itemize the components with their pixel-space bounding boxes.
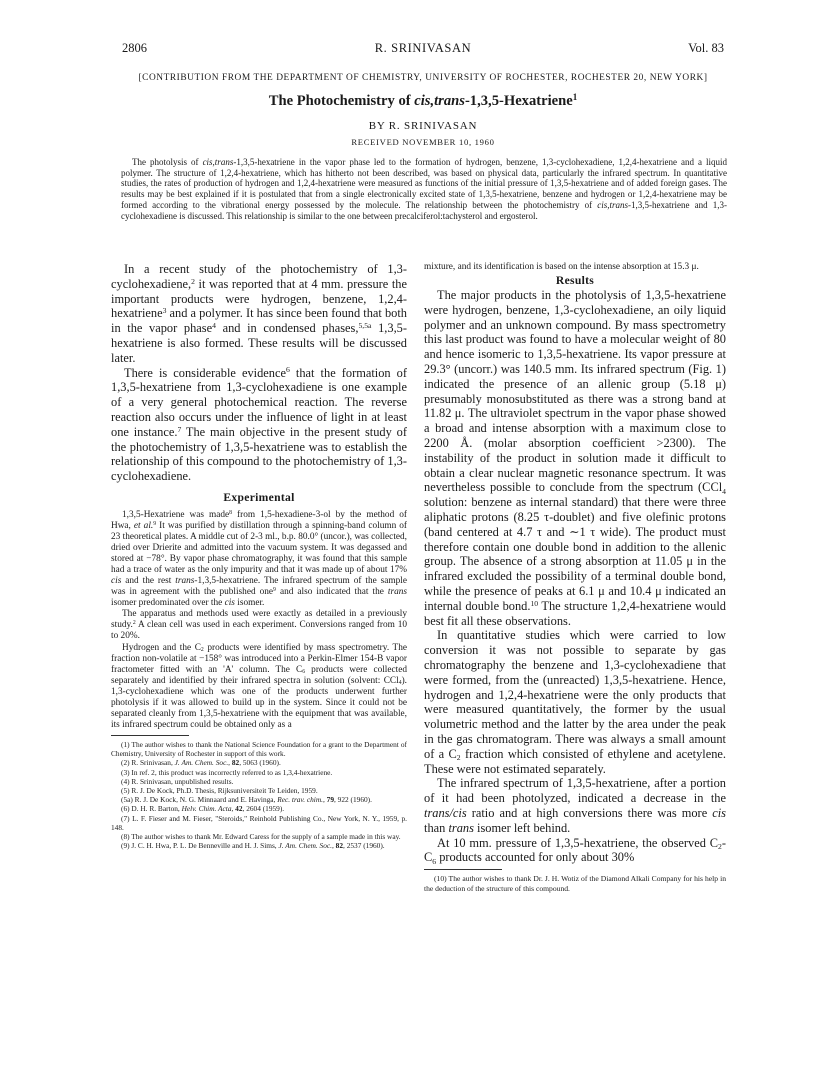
running-header bbox=[122, 41, 724, 57]
left-column bbox=[111, 262, 407, 850]
footnote: (5a) R. J. De Kock, N. G. Minnaard and E. Havinga, Rec. trav. chim., 79, 922 (1960). bbox=[121, 795, 372, 805]
page-number: 2806 bbox=[122, 41, 147, 55]
results-paragraph: The major products in the photolysis of 1,3,5-hexatriene were hydrogen, benzene, 1,3-cyclohexadiene, an oily liquid polymer and an unknown compound. By mass spectrometry this last product was found to have a molecular weight of 80 and hence isomeric to 1,3,5-hexatriene. Its vapor pressure at 29.3° (uncorr.) was 140.5 mm. Its infrared spectrum (Fig. 1) indicated the presence of an allenic group (5.18 μ) presumably monosubstituted as there was a strong band at 11.82 μ. The ultraviolet spectrum in the vapor phase showed a broad and intense absorption with a maximum close to 2200 Å. (molar absorption coefficient >2300). The instability of the product in solution made it difficult to obtain a clear nuclear magnetic resonance spectrum. It was nevertheless possible to conclude from the spectrum (CCl$_4$ solution: benzene as internal standard) that there were three aliphatic protons (8.25 τ-doublet) and five olefinic protons (band centered at 4.7 τ and ∼1 τ wide). The product must therefore contain one double bond in addition to the allenic group. The absence of a strong absorption at 11.05 μ in the infrared excluded the possibility of a terminal double bond, while the presence of peaks at 6.1 μ and 10.4 μ indicated an internal double bond.$^{10}$ The structure 1,2,4-hexatriene would best fit all these observations. bbox=[424, 288, 726, 628]
experimental-heading: Experimental bbox=[223, 490, 295, 504]
footnotes-left bbox=[111, 740, 407, 850]
experimental-paragraph: Hydrogen and the $C_2$ products were identified by mass spectrometry. The fraction non-volatile at −158° was introduced into a Perkin-Elmer 154-B vapor fractometer fitted with an 'A' column. The $C_6$ products were collected separately and identified by their infrared spectra in solution (solvent: CCl$_4$). 1,3-cyclohexadiene which was one of the products underwent further photolysis if it was allowed to build up in the system. Since it could not be separated cleanly from 1,3,5-hexatriene with the equipment that was available, its infrared spectrum could be obtained only as a bbox=[111, 642, 408, 730]
footnote: (4) R. Srinivasan, unpublished results. bbox=[121, 776, 234, 786]
intro-paragraph: In a recent study of the photochemistry of 1,3-cyclohexadiene,$^2$ it was reported that at 4 mm. pressure the important products were hydrogen, benzene, 1,2,4-hexatriene$^3$ and a polymer. It has since been found that both in the vapor phase$^4$ and in condensed phases,$^{5,5a}$ 1,3,5-hexatriene is also formed. These results will be discussed later. bbox=[111, 262, 407, 365]
footnote: (10) The author wishes to thank Dr. J. H. Wotiz of the Diamond Alkali Company for his help in the deduction of the structure of this compound. bbox=[424, 874, 726, 893]
results-heading: Results bbox=[555, 274, 595, 288]
footnote-divider bbox=[111, 735, 189, 736]
footnote: (8) The author wishes to thank Mr. Edward Caress for the supply of a sample made in this way. bbox=[121, 831, 401, 841]
results-paragraph: At 10 mm. pressure of 1,3,5-hexatriene, the observed $C_2-C_6$ products accounted for only about 30% bbox=[424, 835, 726, 866]
footnote: (6) D. H. R. Barton, Helv. Chim. Acta, 42, 2604 (1959). bbox=[121, 804, 285, 814]
article-title: The Photochemistry of cis,trans-1,3,5-Hexatriene$^1$ bbox=[268, 92, 578, 109]
contribution-line: [CONTRIBUTION FROM THE DEPARTMENT OF CHEMISTRY, UNIVERSITY OF ROCHESTER, ROCHESTER 20, NEW YORK] bbox=[138, 73, 708, 83]
footnote: (3) In ref. 2, this product was incorrectly referred to as 1,3,4-hexatriene. bbox=[121, 767, 333, 777]
continuation-paragraph: mixture, and its identification is based on the intense absorption at 15.3 μ. bbox=[424, 262, 699, 272]
abstract: The photolysis of cis,trans-1,3,5-hexatriene in the vapor phase led to the formation of hydrogen, benzene, 1,3-cyclohexadiene, 1,2,4-hexatriene and a liquid polymer. The structure of 1,2,4-hexatriene, which has hitherto not been described, was based on physical data, particularly the infrared spectrum. In quantitative studies, the rates of production of hydrogen and 1,2,4-hexatriene were measured as functions of the initial pressure of 1,3,5-hexatriene and of added foreign gases. The results may be best explained if it is postulated that from a single electronically excited state of 1,3,5-hexatriene, benzene and hydrogen or 1,2,4-hexatriene may be formed according to the vibrational energy possessed by the molecule. The relationship between the photochemistry of cis,trans-1,3,5-hexatriene and 1,3-cyclohexadiene is discussed. This relationship is similar to the one between precalciferol:tachysterol and ergosterol. bbox=[121, 157, 728, 221]
experimental-paragraph: 1,3,5-Hexatriene was made$^8$ from 1,5-hexadiene-3-ol by the method of Hwa, et al.$^9$ It was purified by distillation through a spinning-band column of 23 theoretical plates. A middle cut of 2-3 ml., b.p. 80.0° (uncor.), was collected, dried over Drierite and admitted into the vacuum system. It was degassed and stored at −78°. By vapor phase chromatography, it was found that this sample had a trace of water as the only impurity and that it was made up of about 17% cis and the rest trans-1,3,5-hexatriene. The infrared spectrum of the sample was in agreement with the published one$^9$ and also indicated that the trans isomer predominated over the cis isomer. bbox=[111, 509, 408, 609]
experimental-paragraph: The apparatus and methods used were exactly as detailed in a previously study.$^2$ A clean cell was used in each experiment. Conversions ranged from 10 to 20%. bbox=[111, 609, 407, 642]
received-date: RECEIVED NOVEMBER 10, 1960 bbox=[351, 137, 495, 147]
author-byline: BY R. SRINIVASAN bbox=[368, 120, 478, 132]
footnote: (1) The author wishes to thank the National Science Foundation for a grant to the Department of Chemistry, University of Rochester in support of this work. bbox=[111, 739, 407, 759]
volume-label: Vol. 83 bbox=[688, 41, 724, 55]
intro-paragraph: There is considerable evidence$^6$ that the formation of 1,3,5-hexatriene from 1,3-cyclohexadiene is one example of a very general photochemical reaction. The reverse reaction also occurs under the influence of light in at least one instance.$^7$ The main objective in the present study of the photochemistry of 1,3,5-hexatriene was to establish the relationship of this compound to the photochemistry of 1,3-cyclohexadiene. bbox=[111, 365, 407, 484]
footnote: (7) L. F. Fieser and M. Fieser, "Steroids," Reinhold Publishing Co., New York, N. Y., 1959, p. 148. bbox=[111, 813, 407, 832]
footnotes-right bbox=[424, 874, 726, 893]
results-paragraph: The infrared spectrum of 1,3,5-hexatriene, after a portion of it had been photolyzed, indicated a decrease in the trans/cis ratio and at high conversions there was more cis than trans isomer left behind. bbox=[424, 776, 726, 835]
footnote: (5) R. J. De Kock, Ph.D. Thesis, Rijksuniversiteit Te Leiden, 1959. bbox=[121, 785, 318, 795]
results-paragraph: In quantitative studies which were carried to low conversion it was not possible to separate by gas chromatography the benzene and 1,3-cyclohexadiene that were formed, from the (unreacted) 1,3,5-hexatriene. Hence, hydrogen and 1,2,4-hexatriene were the only products that were measured quantitatively, the former by the usual volumetric method and the latter by the area under the peak in the gas chromatogram. There was always a small amount of a $C_2$ fraction which consisted of ethylene and acetylene. These were not estimated separately. bbox=[424, 628, 726, 776]
right-column bbox=[424, 262, 726, 893]
footnote-divider bbox=[424, 869, 502, 870]
footnote: (9) J. C. H. Hwa, P. L. De Benneville and H. J. Sims, J. Am. Chem. Soc., 82, 2537 (1960). bbox=[121, 841, 385, 851]
footnote: (2) R. Srinivasan, J. Am. Chem. Soc., 82, 5063 (1960). bbox=[121, 758, 281, 768]
running-title: R. SRINIVASAN bbox=[374, 41, 472, 55]
